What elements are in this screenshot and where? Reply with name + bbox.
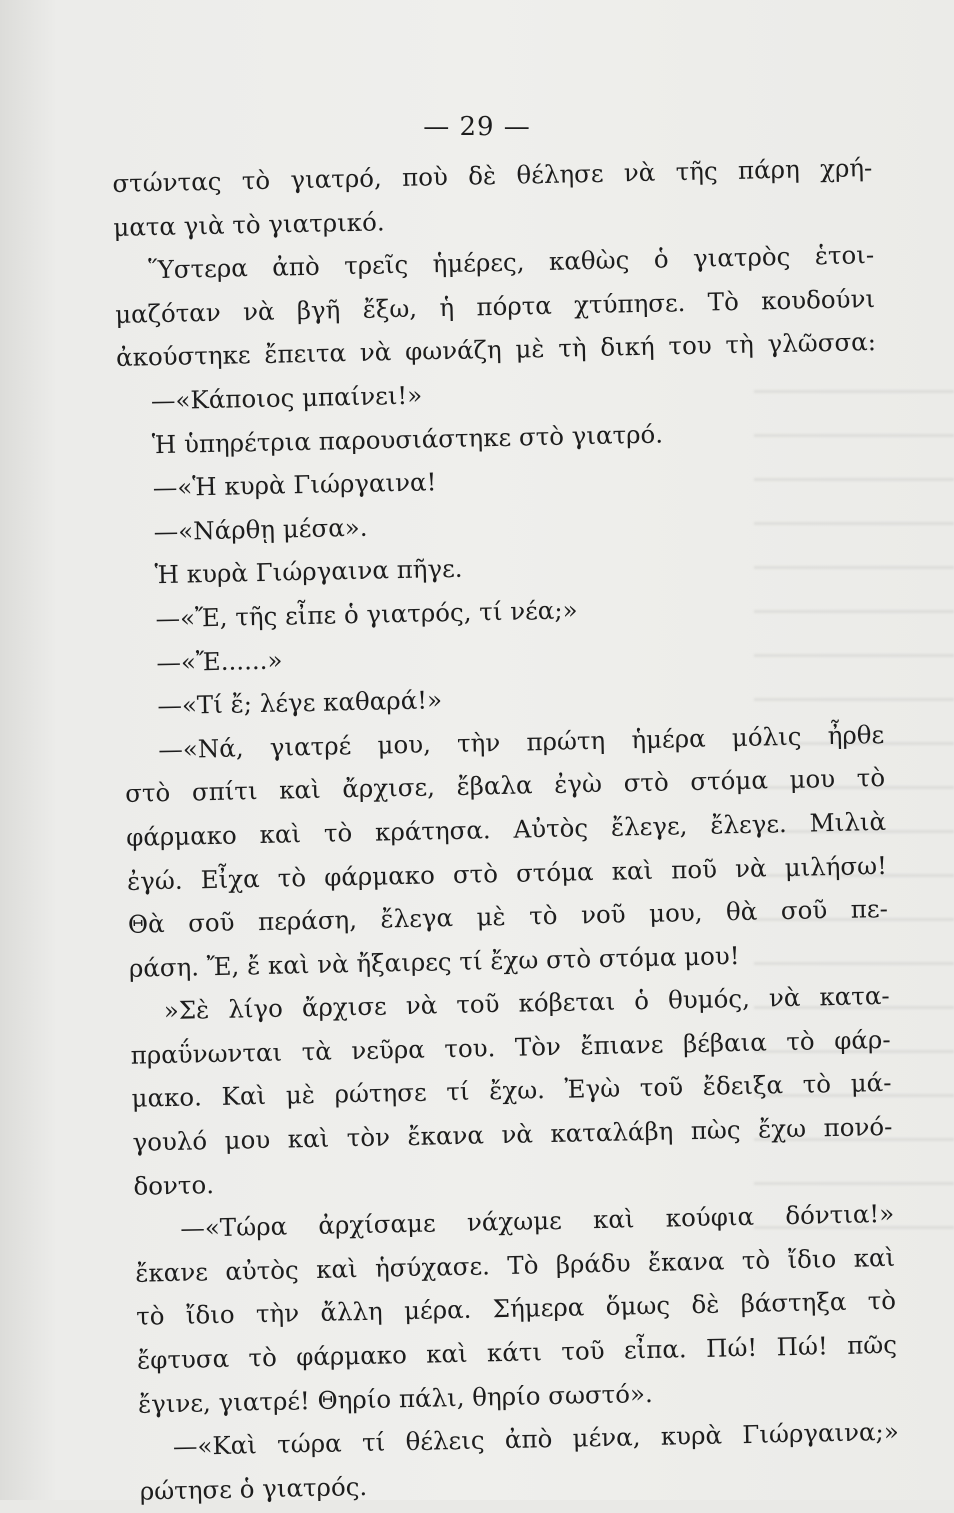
text-line: —«Κάποιος μπαίνει!» <box>150 380 423 416</box>
text-line: —«Ἡ κυρὰ Γιώργαινα! <box>152 467 437 503</box>
text-line: στώντας τὸ γιατρό, ποὺ δὲ θέλησε νὰ τῆς πάρη χρή- <box>112 153 873 198</box>
text-line: Θὰ σοῦ περάση, ἔλεγα μὲ τὸ νοῦ μου, θὰ σοῦ πε- <box>127 894 889 939</box>
text-line: ἐγώ. Εἶχα τὸ φάρμακο στὸ στόμα καὶ ποῦ νὰ μιλήσω! <box>126 850 888 896</box>
text-line: Ἡ ὑπηρέτρια παρουσιάστηκε στὸ γιατρό. <box>151 419 664 459</box>
text-line: —«Ἔ, τῆς εἶπε ὁ γιατρός, τί νέα;» <box>155 595 578 634</box>
text-line: Ὕστερα ἀπὸ τρεῖς ἡμέρες, καθὼς ὁ γιατρὸς ἑτοι- <box>147 240 875 285</box>
text-line: δοντο. <box>133 1169 215 1201</box>
text-line: ἀκούστηκε ἔπειτα νὰ φωνάζη μὲ τὴ δική του τὴ γλῶσσα: <box>115 327 877 373</box>
text-line: μαζόταν νὰ βγῆ ἔξω, ἡ πόρτα χτύπησε. Τὸ κουδούνι <box>114 283 876 329</box>
text-line: ἔκανε αὐτὸς καὶ ἡσύχασε. Τὸ βράδυ ἔκανα τὸ ἴδιο καὶ <box>134 1242 896 1288</box>
text-line: —«Τώρα ἀρχίσαμε νάχωμε καὶ κούφια δόντια!» <box>180 1199 895 1244</box>
text-line: —«Καὶ τώρα τί θέλεις ἀπὸ μένα, κυρὰ Γιώργαινα;» <box>172 1417 900 1462</box>
text-line: στὸ σπίτι καὶ ἄρχισε, ἔβαλα ἐγὼ στὸ στόμα μου τὸ <box>124 763 886 809</box>
text-line: —«Τί ἔ; λέγε καθαρά!» <box>157 685 443 721</box>
text-line: —«Ἔ......» <box>156 645 283 677</box>
text-line: ματα γιὰ τὸ γιατρικό. <box>113 206 385 242</box>
text-line: μακο. Καὶ μὲ ρώτησε τί ἔχω. Ἐγὼ τοῦ ἔδειξα τὸ μά- <box>131 1068 892 1114</box>
text-line: »Σὲ λίγο ἄρχισε νὰ τοῦ κόβεται ὁ θυμός, νὰ κατα- <box>163 981 890 1026</box>
text-line: πραΰνωνται τὰ νεῦρα του. Τὸν ἔπιανε βέβαια τὸ φάρ- <box>130 1024 891 1070</box>
text-line: —«Νά, γιατρέ μου, τὴν πρώτη ἡμέρα μόλις ἦρθε <box>158 719 885 764</box>
text-line: ράση. Ἔ, ἔ καὶ νὰ ἤξαιρες τί ἔχω στὸ στόμα μου! <box>128 940 740 983</box>
text-line: τὸ ἴδιο τὴν ἄλλη μέρα. Σήμερα ὅμως δὲ βάστηξα τὸ <box>135 1286 897 1332</box>
text-line: —«Νάρθῃ μέσα». <box>153 512 368 546</box>
text-line: ρώτησε ὁ γιατρός. <box>139 1471 368 1506</box>
text-line: φάρμακο καὶ τὸ κράτησα. Αὐτὸς ἔλεγε, ἔλεγε. Μιλιὰ <box>125 806 887 852</box>
text-line: ἔφτυσα τὸ φάρμακο καὶ κάτι τοῦ εἶπα. Πώ! Πώ! πῶς <box>136 1329 898 1375</box>
text-line: γουλό μου καὶ τὸν ἔκανα νὰ καταλάβη πὼς ἔχω πονό- <box>132 1111 893 1157</box>
text-line: ἔγινε, γιατρέ! Θηρίο πάλι, θηρίο σωστό». <box>137 1378 654 1419</box>
text-line: Ἡ κυρὰ Γιώργαινα πῆγε. <box>154 554 463 590</box>
page-number: — 29 — <box>423 112 531 142</box>
body-text <box>112 146 900 1513</box>
